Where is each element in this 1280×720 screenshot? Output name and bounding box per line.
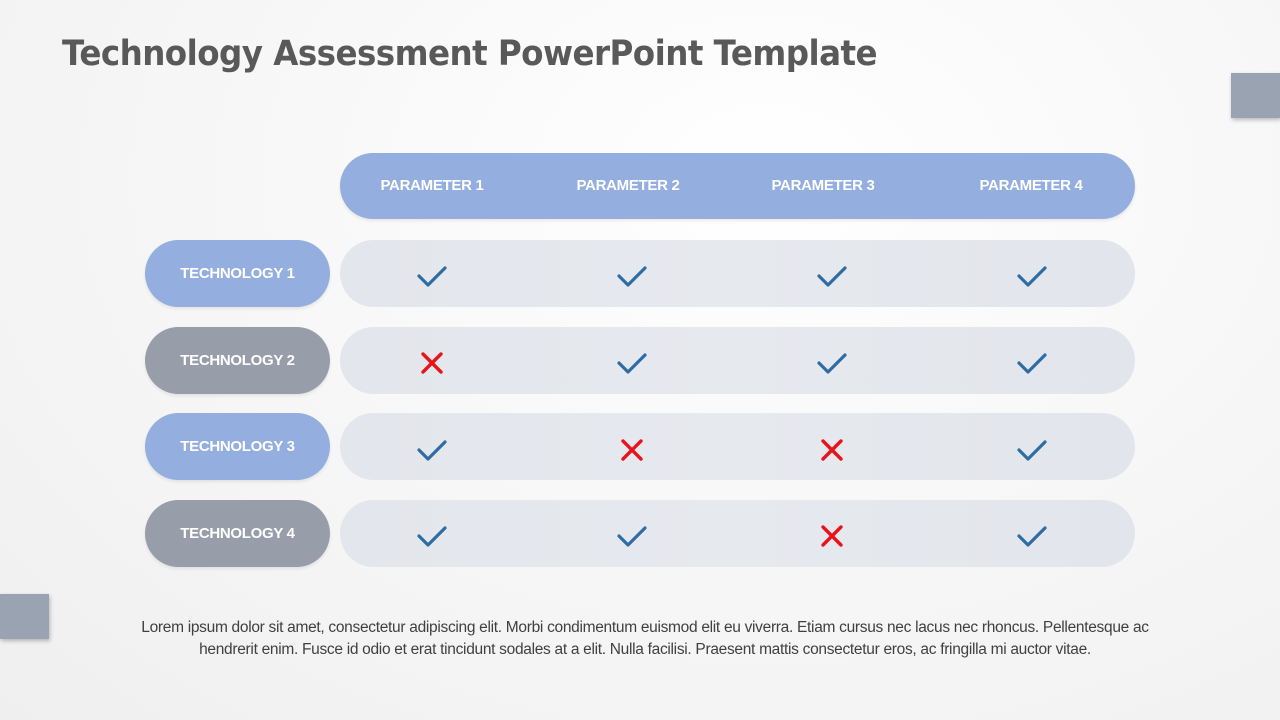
check-icon — [615, 348, 649, 378]
row-label-technology-1: TECHNOLOGY 1 — [145, 240, 330, 307]
cross-icon — [815, 521, 849, 551]
parameter-header-bar — [340, 153, 1135, 219]
check-icon — [815, 348, 849, 378]
parameter-header-3: PARAMETER 3 — [771, 177, 875, 194]
check-icon — [415, 521, 449, 551]
parameter-header-1: PARAMETER 1 — [380, 177, 484, 194]
check-icon — [1015, 435, 1049, 465]
slide-title: Technology Assessment PowerPoint Template — [62, 34, 878, 74]
parameter-header-4: PARAMETER 4 — [979, 177, 1083, 194]
check-icon — [1015, 261, 1049, 291]
check-icon — [615, 261, 649, 291]
cross-icon — [615, 435, 649, 465]
check-icon — [815, 261, 849, 291]
check-icon — [1015, 348, 1049, 378]
check-icon — [615, 521, 649, 551]
cross-icon — [415, 348, 449, 378]
check-icon — [1015, 521, 1049, 551]
check-icon — [415, 261, 449, 291]
row-label-technology-2: TECHNOLOGY 2 — [145, 327, 330, 394]
decorative-square-bottom-left — [0, 594, 49, 639]
description-text: Lorem ipsum dolor sit amet, consectetur adipiscing elit. Morbi condimentum euismod elit eu viverra. Etiam cursus nec lacus nec rhoncus. Pellentesque ac hendrerit enim. Fusce id odio et erat tincidunt sodales at a elit. Nulla facilisi. Praesent mattis consectetur eros, ac fringilla mi auctor vitae. — [141, 619, 1149, 658]
cross-icon — [815, 435, 849, 465]
row-label-technology-4: TECHNOLOGY 4 — [145, 500, 330, 567]
row-label-technology-3: TECHNOLOGY 3 — [145, 413, 330, 480]
decorative-square-top-right — [1231, 73, 1280, 118]
check-icon — [415, 435, 449, 465]
parameter-header-2: PARAMETER 2 — [576, 177, 680, 194]
